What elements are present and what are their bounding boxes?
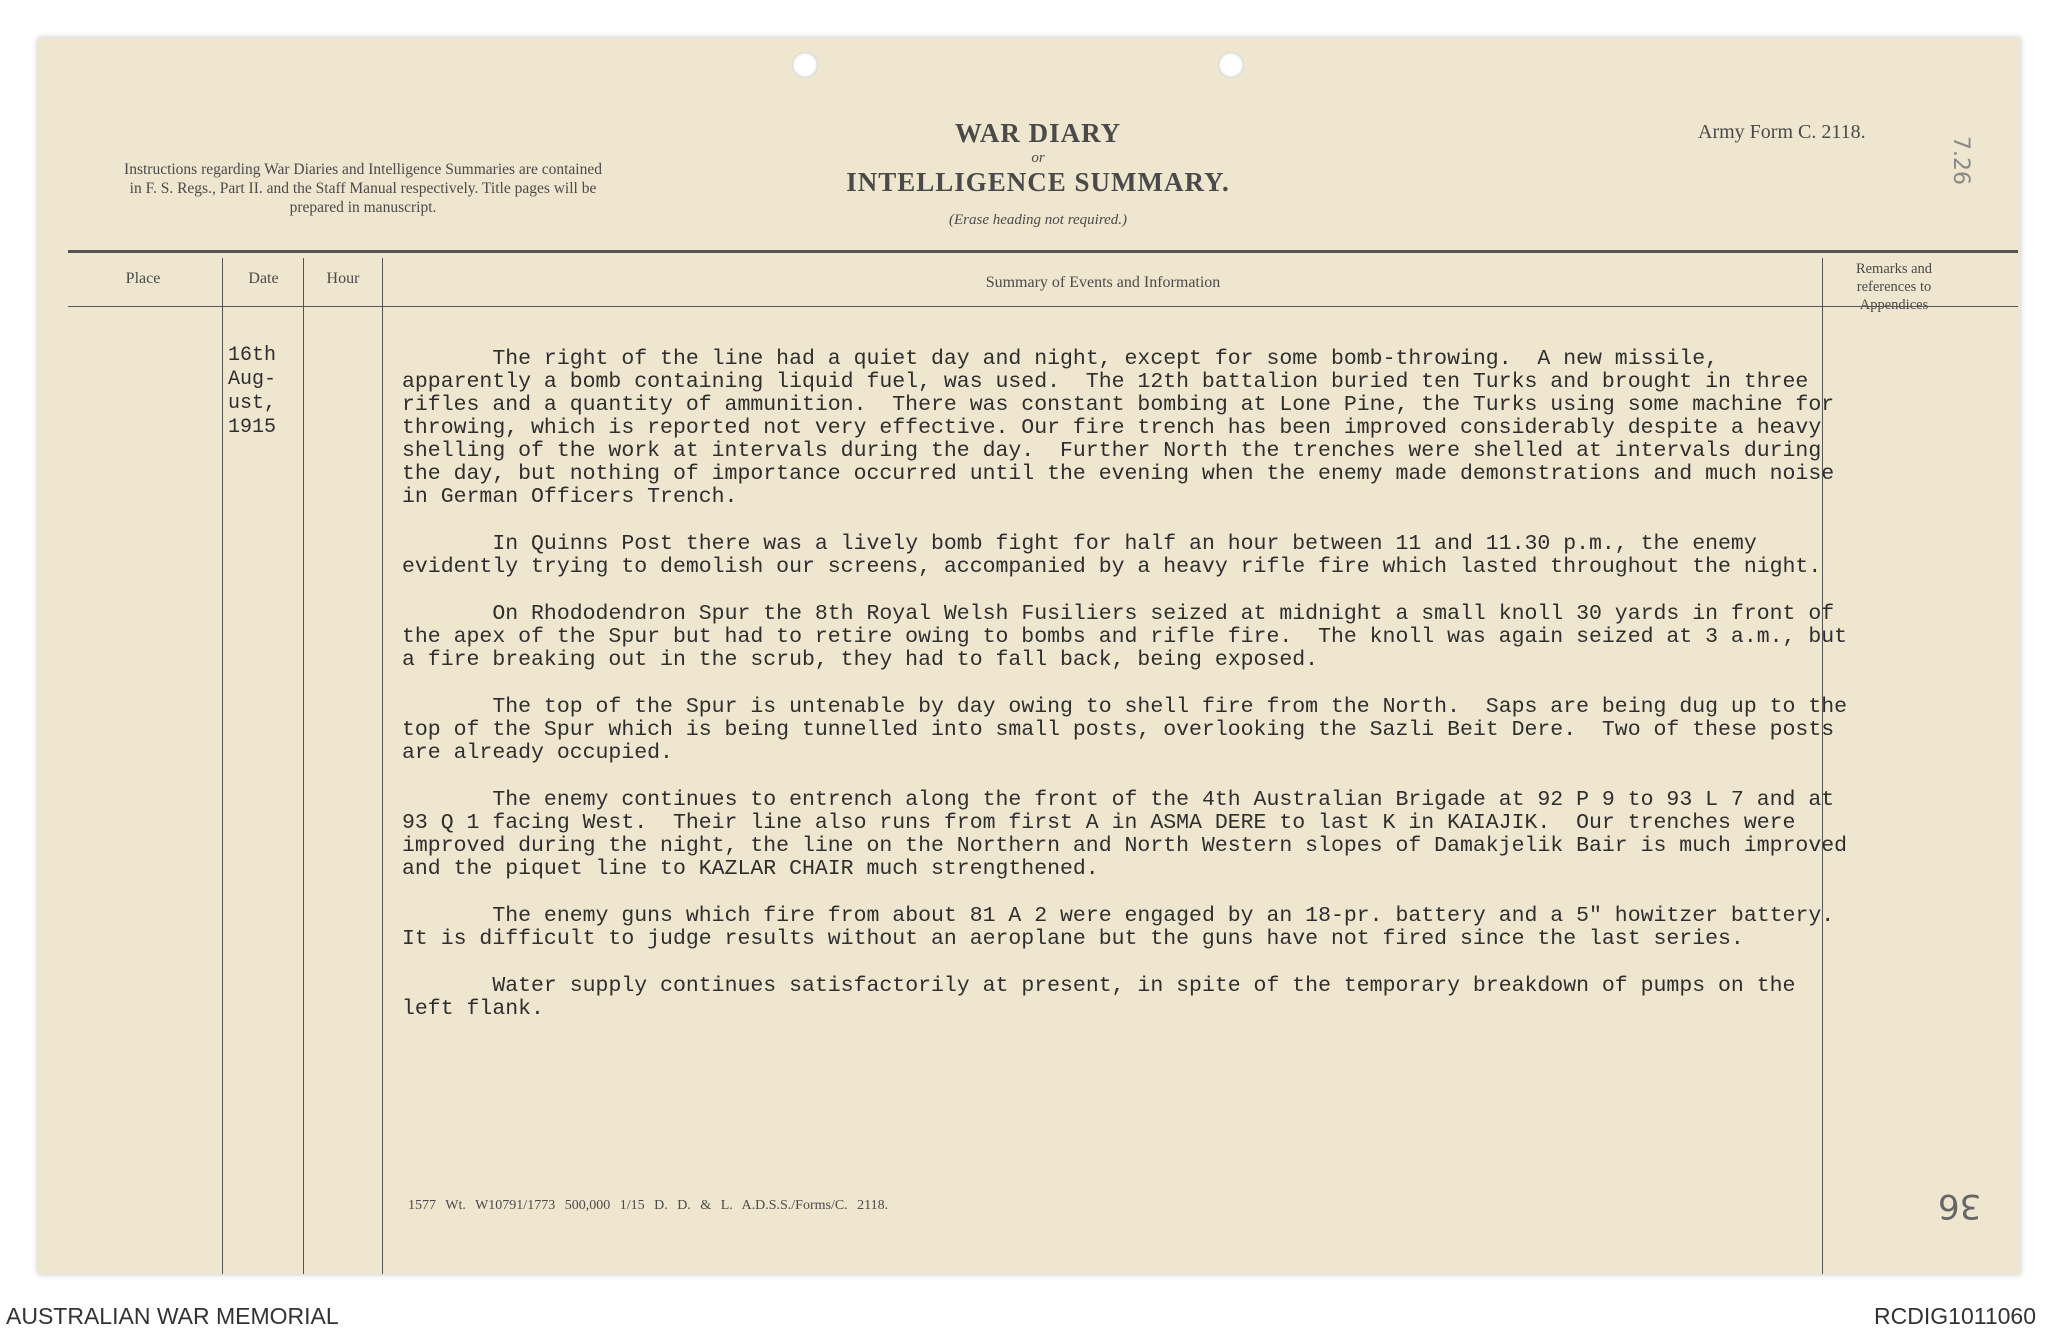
date-line: ust, [228, 392, 277, 415]
date-entry [228, 344, 298, 440]
column-header-place: Place [125, 270, 161, 287]
credit-institution: AUSTRALIAN WAR MEMORIAL [6, 1303, 339, 1329]
column-header-date: Date [248, 270, 279, 287]
erase-note: (Erase heading not required.) [948, 212, 1128, 228]
column-divider-hour [382, 258, 383, 1274]
summary-paragraph: Water supply continues satisfactorily at present, in spite of the temporary breakdown of pumps on the left flank. [402, 974, 1809, 1021]
credit-identifier: RCDIG1011060 [1874, 1303, 2036, 1329]
punch-hole-right [1218, 52, 1244, 78]
title-intelligence-summary: INTELLIGENCE SUMMARY. [846, 167, 1230, 197]
diary-sheet [38, 38, 2020, 1274]
pencil-annotation: 7.26 [1947, 136, 1973, 185]
column-header-hour: Hour [326, 270, 360, 287]
header-top-rule [68, 250, 2018, 253]
date-line: 1915 [228, 416, 277, 439]
summary-paragraph: The top of the Spur is untenable by day owing to shell fire from the North. Saps are being dug up to the top of the Spur which is being tunnelled into small posts, overlooking the Sazli Beit Dere. Two of these posts are already occupied. [402, 695, 1860, 765]
date-line: 16th [228, 344, 277, 367]
header-bottom-rule [68, 306, 2018, 307]
print-line: 1577 Wt. W10791/1773 500,000 1/15 D. D. & L. A.D.S.S./Forms/C. 2118. [408, 1198, 889, 1213]
column-divider-date [303, 258, 304, 1274]
summary-paragraph: The enemy guns which fire from about 81 A 2 were engaged by an 18-pr. battery and a 5" howitzer battery. It is difficult to judge results without an aeroplane but the guns have not fired since the last series. [402, 904, 1860, 951]
summary-paragraph: On Rhododendron Spur the 8th Royal Welsh Fusiliers seized at midnight a small knoll 30 yards in front of the apex of the Spur but had to retire owing to bombs and rifle fire. The knoll was again seized at 3 a.m., but a fire breaking out in the scrub, they had to fall back, being exposed. [402, 602, 1860, 672]
summary-paragraph: The enemy continues to entrench along the front of the 4th Australian Brigade at 92 P 9 to 93 L 7 and at 93 Q 1 facing West. Their line also runs from first A in ASMA DERE to last K in KAIAJIK. Our trenches were improved during the night, the line on the Northern and North Western slopes of Damakjelik Bair is much improved and the piquet line to KAZLAR CHAIR much strengthened. [402, 788, 1860, 881]
page-number: 36 [1938, 1186, 1982, 1226]
column-header-remarks: Remarks and references to Appendices [1855, 261, 1933, 313]
title-or: or [1031, 150, 1045, 166]
column-header-summary: Summary of Events and Information [985, 274, 1221, 291]
army-form-number: Army Form C. 2118. [1698, 121, 1866, 143]
column-divider-place [222, 258, 223, 1274]
punch-hole-left [792, 52, 818, 78]
form-title [738, 118, 1338, 229]
instructions-note: Instructions regarding War Diaries and Intelligence Summaries are contained in F. S. Regs., Part II. and the Staff Manual respectively. Title pages will be prepared in manuscript. [124, 161, 602, 216]
title-war-diary: WAR DIARY [954, 118, 1122, 148]
summary-paragraph: In Quinns Post there was a lively bomb fight for half an hour between 11 and 11.30 p.m., the enemy evidently trying to demolish our screens, accompanied by a heavy rifle fire which lasted throughout the night. [402, 532, 1822, 579]
summary-paragraph: The right of the line had a quiet day and night, except for some bomb-throwing. A new missile, apparently a bomb containing liquid fuel, was used. The 12th battalion buried ten Turks and brought in three rifles and a quantity of ammunition. There was constant bombing at Lone Pine, the Turks using some machine for throwing, which is reported not very effective. Our fire trench has been improved considerably despite a heavy shelling of the work at intervals during the day. Further North the trenches were shelled at intervals during the day, but nothing of importance occurred until the evening when the enemy made demonstrations and much noise in German Officers Trench. [402, 347, 1848, 509]
summary-text [402, 347, 1860, 1045]
date-line: Aug- [228, 368, 277, 391]
